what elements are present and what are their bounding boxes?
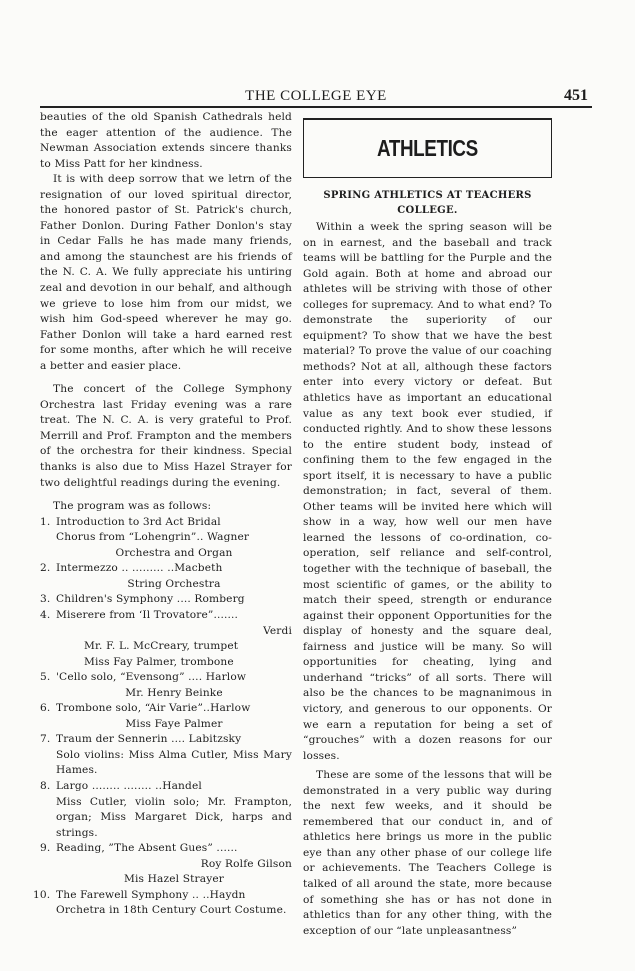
item-title: Miserere from ‘Il Trovatore”....... bbox=[56, 608, 239, 621]
item-detail: Miss Cutler, violin solo; Mr. Frampton, organ; Miss Margaret Dick, harps and strings. bbox=[56, 795, 292, 839]
item-title: Trombone solo, “Air Varie”..Harlow bbox=[56, 702, 251, 715]
athletics-paragraph-1: Within a week the spring season will be on in earnest, and the baseball and track teams will be battling for the Purple and the Gold again. Both at home and abroad our athletes will be striving with those of other colleges for supremacy. And to what end? To demonstrate the superiority of our equipment? To show that we have the best material? To prove the value of our coaching methods? Not at all, although these factors enter into every victory or defeat. But athletics have as important an educational value as any text book ever studied, if conducted rightly. And to show these lessons to the entire student body, instead of confining them to the few engaged in the sport itself, it is necessary to have a public demonstration; in fact, several of them. Other teams will be invited here which will show in a way, how well our men have learned the lessons of co-ordination, co-operation, self reliance and self-control, together with the technique of baseball, the most scientific of games, or the ability to match their speed, strength or endurance against their opponent Opportunities for the display of honesty and the square deal, fairness and justice will be many. So will opportunities for cheating, lying and underhand “tricks” of all sorts. There will also be the chances to be magnanimous in victory, and generous to our opponents. Or we earn a reputation for being a set of “grouches” with a dozen reasons for our losses. bbox=[303, 221, 552, 762]
article-headline-line1: SPRING ATHLETICS AT TEACHERS bbox=[323, 190, 532, 201]
publication-title: THE COLLEGE EYE bbox=[245, 88, 387, 104]
item-performer: Mr. Henry Beinke bbox=[125, 686, 223, 699]
item-composer: Roy Rolfe Gilson bbox=[200, 857, 292, 870]
item-performer: Orchestra and Organ bbox=[115, 546, 233, 559]
article-headline-line2: COLLEGE. bbox=[397, 205, 458, 216]
header-rule bbox=[40, 106, 592, 108]
item-performer: Miss Fay Palmer, trombone bbox=[84, 655, 234, 668]
item-title-cont: Chorus from “Lohengrin”.. Wagner bbox=[56, 531, 250, 544]
item-title: 'Cello solo, “Evensong” .... Harlow bbox=[56, 671, 247, 684]
newman-paragraph: beauties of the old Spanish Cathedrals held the eager attention of the audience. The Newman Association extends sincere thanks to Miss Patt for her kindness. bbox=[40, 111, 292, 170]
item-composer: Verdi bbox=[263, 624, 292, 637]
item-performer: Mis Hazel Strayer bbox=[124, 873, 224, 886]
item-title: Traum der Sennerin .... Labitzsky bbox=[56, 733, 242, 746]
item-number: 8. bbox=[40, 779, 51, 792]
item-performer: String Orchestra bbox=[127, 577, 221, 590]
program-list bbox=[33, 515, 292, 919]
program-item bbox=[40, 608, 292, 670]
program-item bbox=[33, 888, 292, 919]
item-number: 7. bbox=[40, 733, 51, 746]
item-title: Largo ........ ........ ..Handel bbox=[56, 779, 202, 792]
program-item bbox=[40, 701, 292, 732]
item-number: 10. bbox=[33, 888, 51, 901]
article-headline bbox=[303, 188, 552, 218]
program-item bbox=[40, 515, 292, 562]
concert-paragraph: The concert of the College Symphony Orchestra last Friday evening was a rare treat. The N. C. A. is very grateful to Prof. Merrill and Prof. Frampton and the members of the orchestra for their kindness. Special thanks is also due to Miss Hazel Strayer for two delightful readings during the evening. bbox=[40, 383, 292, 489]
item-detail: Orchetra in 18th Century Court Costume. bbox=[56, 904, 287, 917]
program-item bbox=[40, 841, 292, 888]
section-title-box bbox=[303, 118, 552, 178]
item-detail: Solo violins: Miss Alma Cutler, Miss Mary Hames. bbox=[56, 748, 292, 777]
program-item bbox=[40, 732, 292, 779]
item-number: 5. bbox=[40, 671, 51, 684]
item-number: 9. bbox=[40, 842, 51, 855]
item-title: Introduction to 3rd Act Bridal bbox=[56, 515, 221, 528]
item-title: Intermezzo .. ......... ..Macbeth bbox=[56, 562, 223, 575]
program-item bbox=[40, 670, 292, 701]
page-header bbox=[40, 88, 592, 110]
item-number: 2. bbox=[40, 562, 51, 575]
item-title: The Farewell Symphony .. ..Haydn bbox=[56, 888, 246, 901]
program-intro: The program was as follows: bbox=[53, 500, 212, 513]
father-donlon-paragraph: It is with deep sorrow that we letrn of the resignation of our loved spiritual director, the honored pastor of St. Patrick's church, Father Donlon. During Father Donlon's stay in Cedar Falls he has made many friends, and among the staunchest are his friends of the N. C. A. We fully appreciate his untiring zeal and devotion in our behalf, and although we grieve to lose him from our midst, we wish him God-speed wherever he may go. Father Donlon will take a hard earned rest for some months, after which he will receive a better and easier place. bbox=[40, 173, 292, 372]
athletics-paragraph-2: These are some of the lessons that will be demonstrated in a very public way during the next few weeks, and it should be remembered that our conduct in, and of athletics here brings us more in the public eye than any other phase of our college life or achievements. The Teachers College is talked of all around the state, more because of something she has or has not done in athletics than for any other thing, with the exception of our “late unpleasantness” bbox=[303, 769, 552, 937]
right-column bbox=[303, 110, 552, 939]
program-item bbox=[40, 779, 292, 841]
item-title: Reading, ”The Absent Gues” ...... bbox=[56, 842, 238, 855]
program-item bbox=[40, 561, 292, 592]
section-title: ATHLETICS bbox=[377, 134, 478, 161]
item-performer: Miss Faye Palmer bbox=[125, 717, 223, 730]
item-number: 4. bbox=[40, 608, 51, 621]
item-performer: Mr. F. L. McCreary, trumpet bbox=[84, 640, 239, 653]
program-item bbox=[40, 592, 292, 608]
page-number: 451 bbox=[564, 87, 588, 104]
item-number: 3. bbox=[40, 593, 51, 606]
left-column bbox=[33, 110, 292, 919]
item-number: 6. bbox=[40, 702, 51, 715]
item-title: Children's Symphony .... Romberg bbox=[56, 593, 245, 606]
item-number: 1. bbox=[40, 515, 51, 528]
